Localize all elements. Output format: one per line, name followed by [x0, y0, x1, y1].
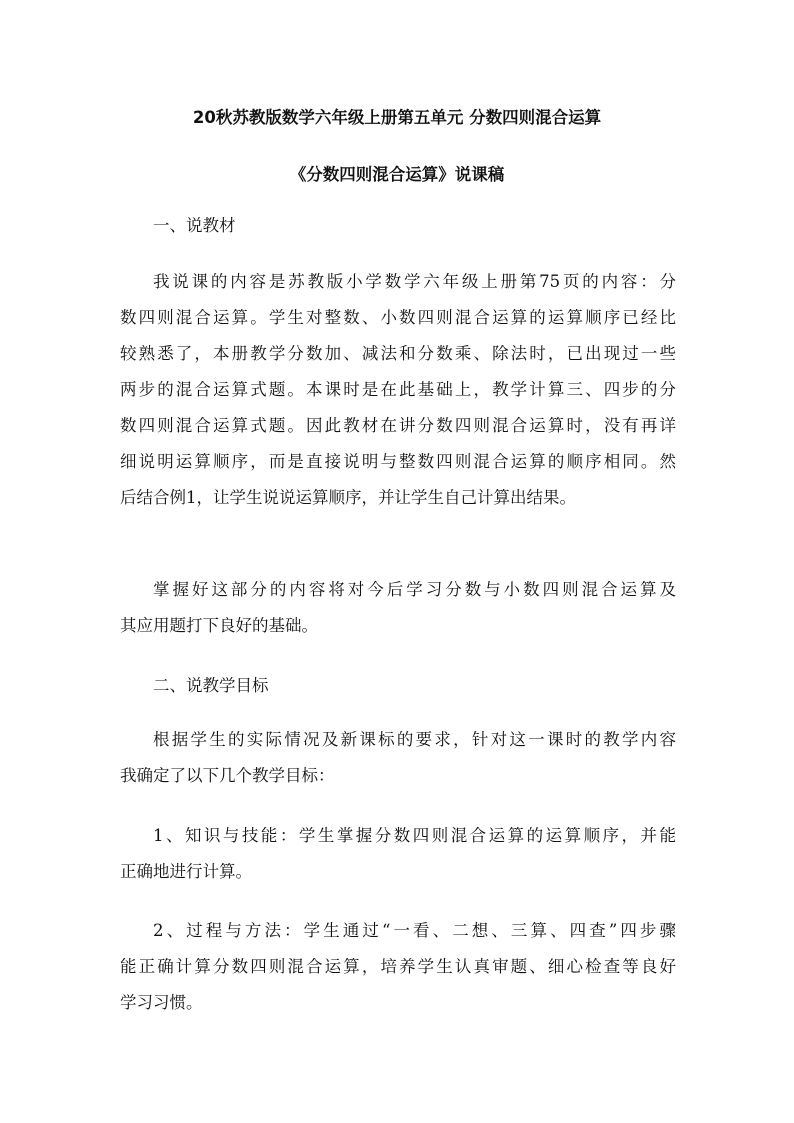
paragraph-4	[120, 818, 676, 890]
paragraph-line: 学习习惯。	[120, 993, 203, 1012]
paragraph-line: 1、知识与技能：学生掌握分数四则混合运算的运算顺序，并能	[153, 826, 676, 845]
paragraph-line: 数四则混合运算。学生对整数、小数四则混合运算的运算顺序已经比	[120, 308, 676, 327]
paragraph-line: 细说明运算顺序，而是直接说明与整数四则混合运算的顺序相同。然	[120, 452, 676, 471]
paragraph-5	[120, 913, 676, 1021]
paragraph-line: 我确定了以下几个教学目标：	[120, 766, 335, 785]
paragraph-2	[120, 572, 676, 644]
paragraph-line: 正确地进行计算。	[120, 862, 252, 881]
paragraph-line: 2、过程与方法：学生通过“一看、二想、三算、四查”四步骤	[153, 921, 676, 940]
paragraph-3	[120, 722, 676, 794]
paragraph-line: 数四则混合运算式题。因此教材在讲分数四则混合运算时，没有再详	[120, 416, 676, 435]
section-heading-2	[120, 668, 676, 704]
section-heading-1-text: 一、说教材	[153, 216, 236, 235]
document-title: 20秋苏教版数学六年级上册第五单元 分数四则混合运算	[192, 108, 602, 127]
paragraph-line: 掌握好这部分的内容将对今后学习分数与小数四则混合运算及	[153, 580, 676, 599]
paragraph-1	[120, 264, 676, 516]
paragraph-line: 较熟悉了，本册教学分数加、减法和分数乘、除法时，已出现过一些	[120, 344, 676, 363]
section-heading-2-text: 二、说教学目标	[153, 676, 269, 695]
paragraph-line: 根据学生的实际情况及新课标的要求，针对这一课时的教学内容	[153, 730, 676, 749]
paragraph-line: 我说课的内容是苏教版小学数学六年级上册第75页的内容：分	[153, 272, 676, 291]
paragraph-line: 其应用题打下良好的基础。	[120, 616, 318, 635]
section-heading-1	[120, 208, 676, 244]
paragraph-line: 后结合例1，让学生说说运算顺序，并让学生自己计算出结果。	[120, 488, 576, 507]
document-subtitle: 《分数四则混合运算》说课稿	[289, 165, 505, 184]
paragraph-line: 两步的混合运算式题。本课时是在此基础上，教学计算三、四步的分	[120, 380, 676, 399]
paragraph-line: 能正确计算分数四则混合运算，培养学生认真审题、细心检查等良好	[120, 957, 676, 976]
